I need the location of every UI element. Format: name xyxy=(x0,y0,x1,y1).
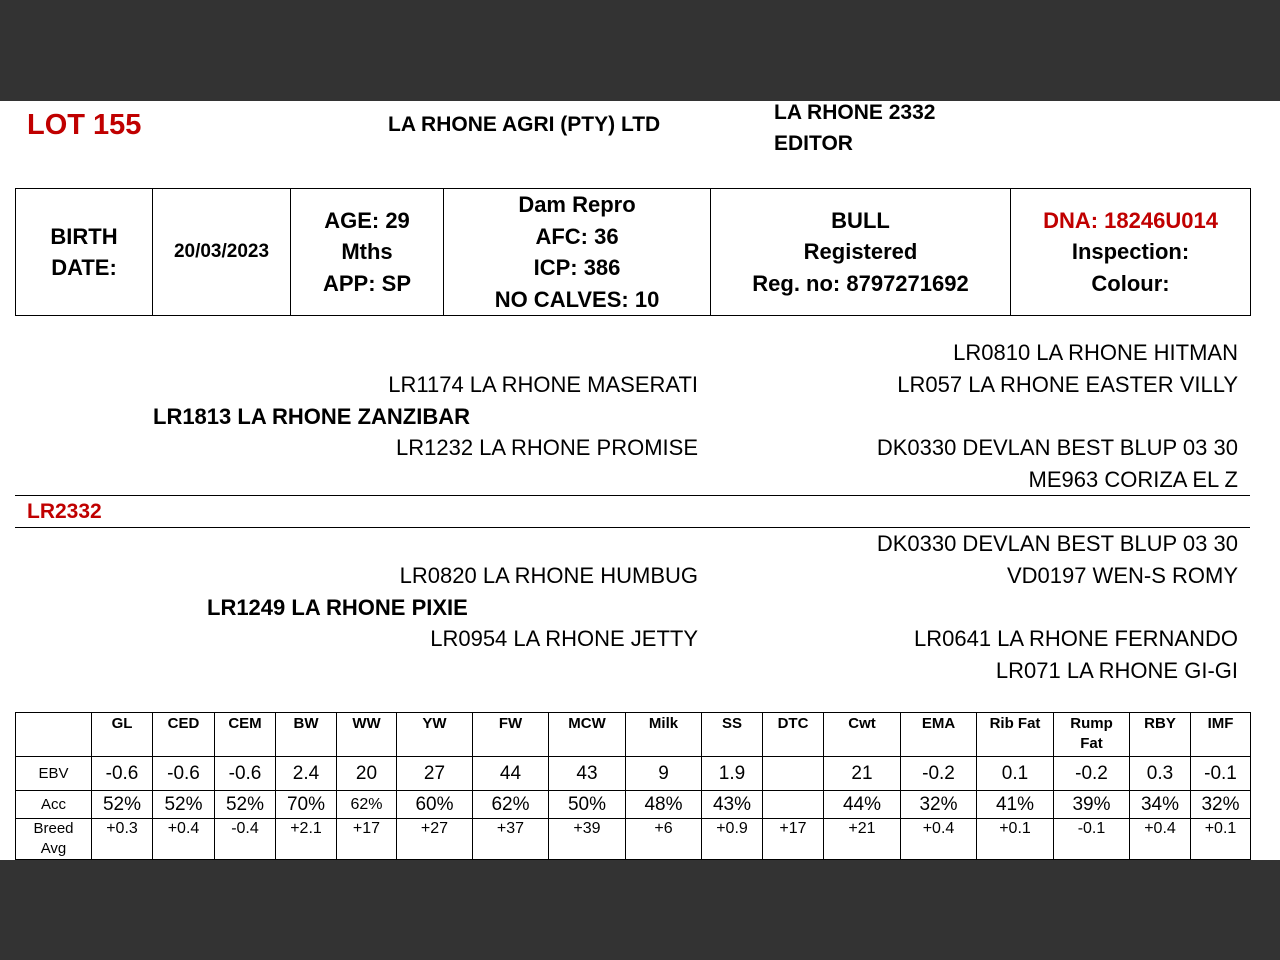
ebv-header-cell: Cwt xyxy=(824,713,901,757)
pedigree-dam-sire: LR0820 LA RHONE HUMBUG xyxy=(399,563,698,588)
ebv-header-cell: BW xyxy=(276,713,337,757)
acc-cell: 41% xyxy=(977,791,1054,819)
breed-avg-cell: -0.4 xyxy=(215,819,276,860)
divider-bottom xyxy=(15,527,1250,528)
ebv-cell: -0.1 xyxy=(1191,757,1251,791)
acc-cell: 43% xyxy=(702,791,763,819)
ebv-cell: -0.6 xyxy=(92,757,153,791)
breed-avg-cell: +21 xyxy=(824,819,901,860)
acc-row xyxy=(16,791,1251,819)
animal-name-line-1: LA RHONE 2332 xyxy=(774,101,936,124)
breed-avg-cell: +0.4 xyxy=(901,819,977,860)
acc-cell: 39% xyxy=(1054,791,1130,819)
breed-avg-cell: +17 xyxy=(337,819,397,860)
breed-avg-cell: +0.4 xyxy=(153,819,215,860)
pedigree-sire-sire-dam: LR057 LA RHONE EASTER VILLY xyxy=(897,372,1238,397)
breed-avg-row xyxy=(16,819,1251,860)
breed-avg-cell: +0.3 xyxy=(92,819,153,860)
acc-cell: 62% xyxy=(337,791,397,819)
breed-avg-cell: +0.1 xyxy=(977,819,1054,860)
breed-avg-cell: +2.1 xyxy=(276,819,337,860)
ebv-cell xyxy=(763,757,824,791)
ebv-cell: 1.9 xyxy=(702,757,763,791)
animal-name xyxy=(774,97,935,159)
pedigree-dam-dam-sire: LR0641 LA RHONE FERNANDO xyxy=(914,626,1238,651)
pedigree-dam-dam-dam: LR071 LA RHONE GI-GI xyxy=(995,658,1238,683)
ebv-header-cell: MCW xyxy=(549,713,626,757)
ebv-header-row xyxy=(16,713,1251,757)
animal-id: LR2332 xyxy=(27,500,102,523)
breed-avg-cell: +6 xyxy=(626,819,702,860)
acc-cell: 48% xyxy=(626,791,702,819)
ebv-table xyxy=(15,712,1251,860)
breed-avg-cell: +27 xyxy=(397,819,473,860)
pedigree-dam-sire-dam: VD0197 WEN-S ROMY xyxy=(1006,563,1238,588)
breed-avg-cell: +37 xyxy=(473,819,549,860)
registration-cell: BULL Registered Reg. no: 8797271692 xyxy=(711,189,1011,316)
breed-avg-cell: -0.1 xyxy=(1054,819,1130,860)
ebv-cell: 27 xyxy=(397,757,473,791)
ebv-header-cell: RBY xyxy=(1130,713,1191,757)
acc-cell: 70% xyxy=(276,791,337,819)
ebv-header-cell: CEM xyxy=(215,713,276,757)
pedigree-sire-dam: LR1232 LA RHONE PROMISE xyxy=(395,435,698,460)
breed-avg-cell: +17 xyxy=(763,819,824,860)
pedigree-sire: LR1813 LA RHONE ZANZIBAR xyxy=(153,404,470,429)
breeder-name: LA RHONE AGRI (PTY) LTD xyxy=(388,113,661,136)
ebv-row xyxy=(16,757,1251,791)
animal-name-line-2: EDITOR xyxy=(774,132,853,155)
ebv-header-cell: YW xyxy=(397,713,473,757)
ebv-cell: 20 xyxy=(337,757,397,791)
row-label: Breed Avg xyxy=(16,819,92,860)
acc-cell: 34% xyxy=(1130,791,1191,819)
animal-info-table xyxy=(15,188,1251,316)
ebv-cell: -0.2 xyxy=(901,757,977,791)
ebv-cell: 43 xyxy=(549,757,626,791)
pedigree-dam-dam: LR0954 LA RHONE JETTY xyxy=(430,626,698,651)
row-label: Acc xyxy=(16,791,92,819)
ebv-cell: -0.6 xyxy=(215,757,276,791)
pedigree-sire-dam-sire: DK0330 DEVLAN BEST BLUP 03 30 xyxy=(876,435,1238,460)
ebv-header-cell xyxy=(16,713,92,757)
lot-number: LOT 155 xyxy=(27,109,142,141)
acc-cell: 60% xyxy=(397,791,473,819)
acc-cell: 32% xyxy=(901,791,977,819)
breed-avg-cell: +0.9 xyxy=(702,819,763,860)
acc-cell: 52% xyxy=(92,791,153,819)
birth-date-value: 20/03/2023 xyxy=(153,189,291,316)
acc-cell: 62% xyxy=(473,791,549,819)
pedigree-dam: LR1249 LA RHONE PIXIE xyxy=(207,595,468,620)
ebv-header-cell: Milk xyxy=(626,713,702,757)
breed-avg-cell: +0.4 xyxy=(1130,819,1191,860)
ebv-cell: -0.6 xyxy=(153,757,215,791)
pedigree-dam-sire-sire: DK0330 DEVLAN BEST BLUP 03 30 xyxy=(876,531,1238,556)
breed-avg-cell: +0.1 xyxy=(1191,819,1251,860)
dna-number: DNA: 18246U014 xyxy=(1043,207,1218,233)
acc-cell: 52% xyxy=(215,791,276,819)
acc-cell: 44% xyxy=(824,791,901,819)
ebv-header-cell: Rump Fat xyxy=(1054,713,1130,757)
pedigree-sire-dam-dam: ME963 CORIZA EL Z xyxy=(1028,467,1238,492)
ebv-cell: 0.1 xyxy=(977,757,1054,791)
ebv-cell: 44 xyxy=(473,757,549,791)
ebv-header-cell: GL xyxy=(92,713,153,757)
acc-cell: 32% xyxy=(1191,791,1251,819)
acc-cell xyxy=(763,791,824,819)
breed-avg-cell: +39 xyxy=(549,819,626,860)
ebv-header-cell: DTC xyxy=(763,713,824,757)
row-label: EBV xyxy=(16,757,92,791)
divider-top xyxy=(15,495,1250,496)
ebv-header-cell: SS xyxy=(702,713,763,757)
dna-cell: DNA: 18246U014 Inspection: Colour: xyxy=(1011,189,1251,316)
ebv-cell: 2.4 xyxy=(276,757,337,791)
ebv-cell: -0.2 xyxy=(1054,757,1130,791)
ebv-cell: 21 xyxy=(824,757,901,791)
ebv-header-cell: IMF xyxy=(1191,713,1251,757)
birth-date-label: BIRTH DATE: xyxy=(16,189,153,316)
acc-cell: 52% xyxy=(153,791,215,819)
ebv-header-cell: WW xyxy=(337,713,397,757)
ebv-header-cell: EMA xyxy=(901,713,977,757)
ebv-header-cell: CED xyxy=(153,713,215,757)
pedigree-sire-sire-sire: LR0810 LA RHONE HITMAN xyxy=(953,340,1238,365)
dam-repro-cell: Dam Repro AFC: 36 ICP: 386 NO CALVES: 10 xyxy=(444,189,711,316)
pedigree-sire-sire: LR1174 LA RHONE MASERATI xyxy=(388,372,698,397)
ebv-cell: 0.3 xyxy=(1130,757,1191,791)
ebv-header-cell: Rib Fat xyxy=(977,713,1054,757)
acc-cell: 50% xyxy=(549,791,626,819)
age-cell: AGE: 29 Mths APP: SP xyxy=(291,189,444,316)
ebv-header-cell: FW xyxy=(473,713,549,757)
ebv-cell: 9 xyxy=(626,757,702,791)
